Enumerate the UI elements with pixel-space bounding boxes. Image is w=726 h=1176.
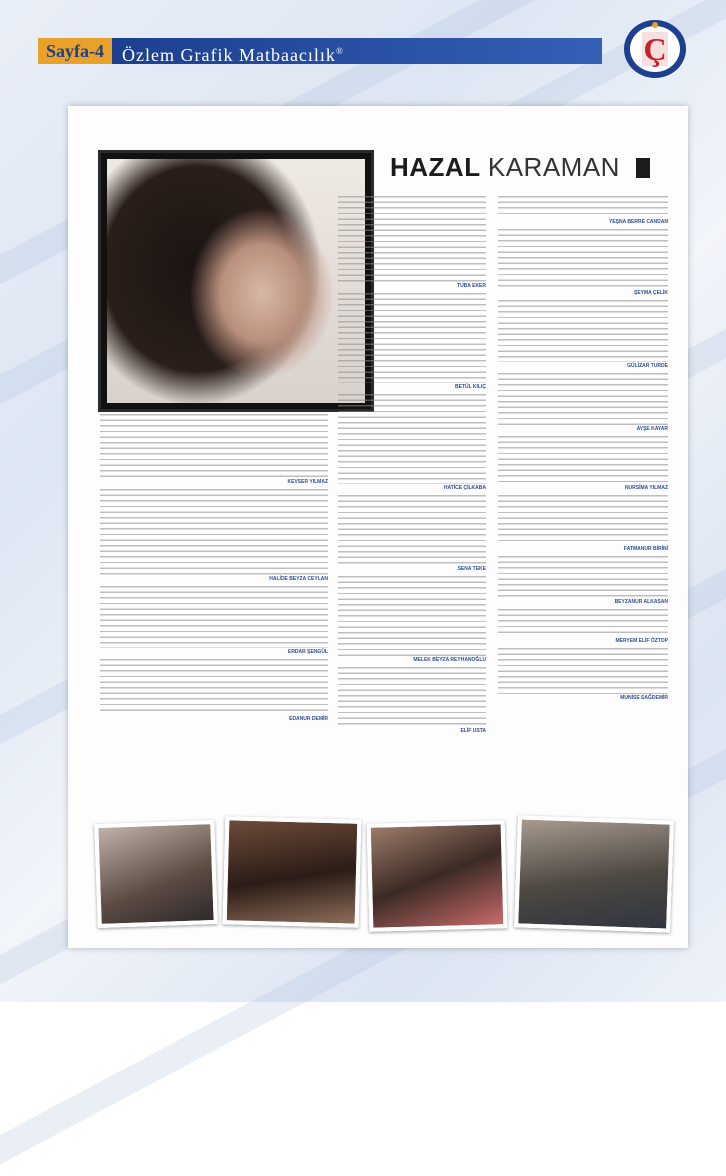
school-logo	[622, 18, 688, 80]
author-signature: HATİCE ÇİLKABA	[443, 485, 486, 491]
author-signature: TUBA EKER	[457, 283, 486, 289]
author-signature: NURSİMA YILMAZ	[624, 485, 668, 491]
group-photo-4	[514, 815, 674, 932]
author-signature: HALİDE BEYZA CEYLAN	[269, 576, 328, 582]
author-signature: BETÜL KILIÇ	[454, 384, 486, 390]
text-block	[338, 394, 486, 484]
group-photo-1	[94, 820, 218, 928]
article-column-1	[100, 414, 328, 814]
title-last-name: KARAMAN	[487, 152, 620, 182]
text-block	[338, 667, 486, 727]
author-signature: MERYEM ELİF ÖZTOP	[615, 638, 668, 644]
text-block	[498, 556, 668, 598]
portrait-image	[107, 159, 365, 403]
text-block	[338, 196, 486, 282]
author-signature: SENA TEKE	[457, 566, 486, 572]
brand-name: Özlem Grafik Matbaacılık	[122, 45, 336, 65]
text-block	[100, 659, 328, 715]
group-photo-2	[223, 816, 362, 928]
title-first-name: HAZAL	[390, 152, 481, 182]
author-signature: GÜLİZAR TURDE	[627, 363, 668, 369]
text-block	[498, 609, 668, 637]
author-signature: ELİF USTA	[460, 728, 486, 734]
svg-text:Ç: Ç	[643, 31, 667, 67]
text-block	[498, 436, 668, 484]
brand-banner	[112, 38, 602, 64]
photo-strip	[96, 818, 676, 928]
author-signature: EDANUR DEMİR	[289, 716, 328, 722]
text-block	[338, 495, 486, 565]
text-block	[100, 414, 328, 478]
author-signature: BEYZANUR ALKASAN	[614, 599, 668, 605]
text-block	[100, 586, 328, 648]
text-block	[498, 229, 668, 289]
author-signature: MELEK BEYZA REYHANOĞLU	[413, 657, 486, 663]
article-column-2	[338, 196, 486, 808]
author-signature: MUNİSE SAĞDEMİR	[620, 695, 668, 701]
text-block	[100, 489, 328, 575]
text-block	[498, 648, 668, 694]
group-photo-3	[367, 820, 508, 932]
author-signature: KEVSER YILMAZ	[287, 479, 328, 485]
text-block	[338, 293, 486, 383]
page-header	[38, 38, 602, 64]
portrait-photo	[98, 150, 374, 412]
text-block	[338, 576, 486, 656]
page-number-label: Sayfa-4	[38, 38, 112, 64]
author-signature: ERDAR ŞENGÜL	[287, 649, 328, 655]
text-block	[498, 373, 668, 425]
article-title	[390, 152, 650, 183]
text-block	[498, 495, 668, 545]
author-signature: ŞEYMA ÇELİK	[634, 290, 668, 296]
author-signature: AYŞE KAYAR	[636, 426, 668, 432]
author-signature: YEŞNA BERRE CANDAN	[609, 219, 668, 225]
article-column-3	[498, 196, 668, 808]
registered-mark: ®	[335, 46, 344, 56]
text-block	[498, 196, 668, 218]
author-signature: FATMANUR BİRİNİ	[623, 546, 668, 552]
text-block	[498, 300, 668, 362]
title-block-mark	[636, 158, 650, 178]
